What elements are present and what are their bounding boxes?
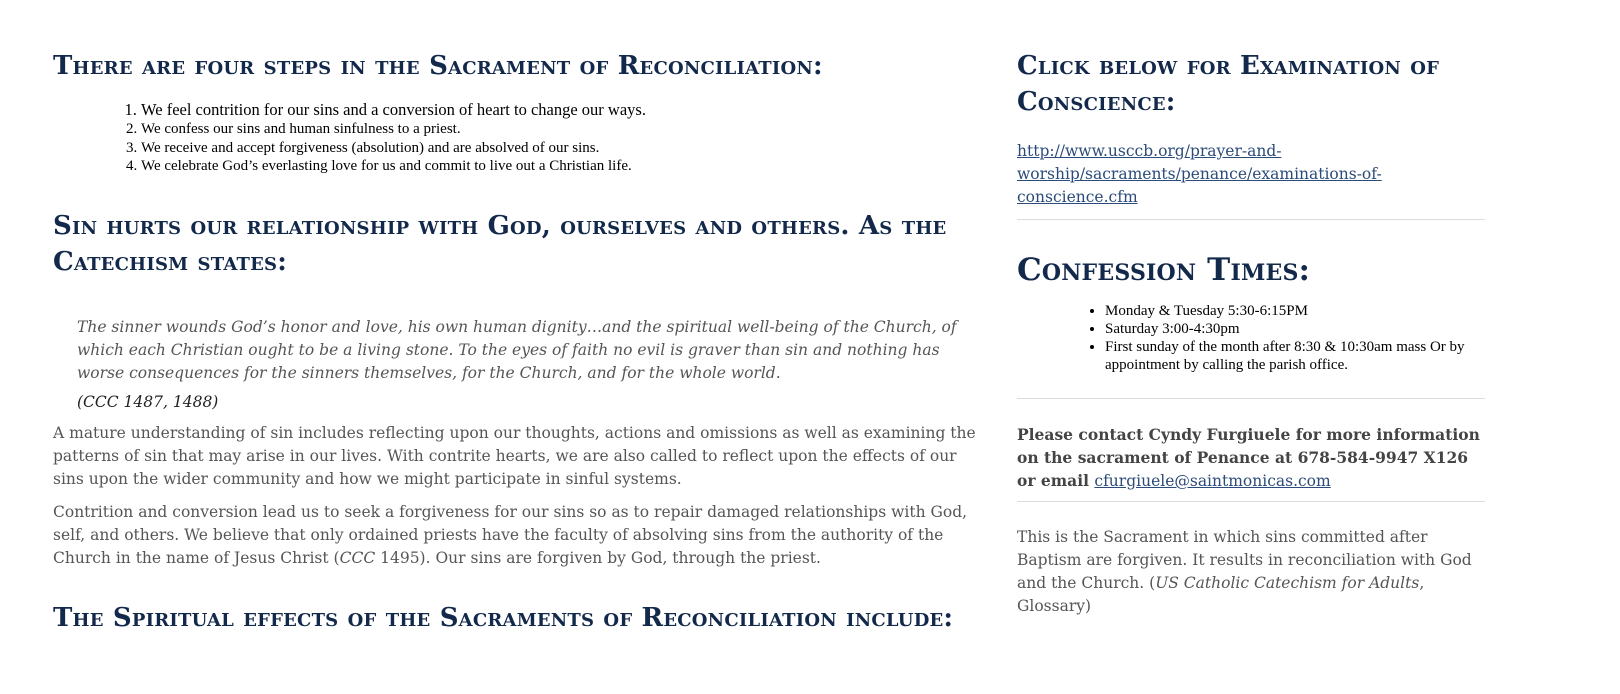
paragraph-contrition — [53, 501, 985, 570]
contact-email-link[interactable]: cfurgiuele@saintmonicas.com — [1094, 472, 1331, 490]
paragraph-contrition-text: Contrition and conversion lead us to seek a forgiveness for our sins so as to repair damaged relationships with God, self, and others. We believe that only ordained priests have the faculty of absolving sins from the authority of the Church in the name of Jesus Christ ( — [53, 502, 968, 567]
definition-source: US Catholic Catechism for Adults — [1155, 574, 1420, 592]
list-item: 4. We celebrate God’s everlasting love for us and commit to live out a Christian life. — [141, 157, 985, 176]
main-content — [53, 48, 985, 636]
definition-end: , Glossary) — [1017, 574, 1425, 615]
list-item: 1. We feel contrition for our sins and a conversion of heart to change our ways. — [141, 100, 985, 120]
catechism-quote — [77, 316, 985, 414]
list-item: 2. We confess our sins and human sinfulness to a priest. — [141, 120, 985, 139]
list-item: • First sunday of the month after 8:30 & 10:30am mass Or by appointment by calling the parish office. — [1105, 338, 1485, 374]
list-item: • Monday & Tuesday 5:30-6:15PM — [1105, 302, 1485, 320]
sidebar — [1017, 48, 1485, 618]
exam-heading: Click below for Examination of Conscience: — [1017, 51, 1440, 117]
paragraph-sin-understanding: A mature understanding of sin includes reflecting upon our thoughts, actions and omissions as well as examining the patterns of sin that may arise in our lives. With contrite hearts, we are also called to reflect upon the effects of our sins upon the wider community and how we might participate in sinful systems. — [53, 423, 976, 488]
sin-heading: Sin hurts our relationship with God, ourselves and others. As the Catechism states: — [53, 210, 947, 277]
steps-heading: There are four steps in the Sacrament of Reconciliation: — [53, 51, 823, 81]
quote-citation: (CCC 1487, 1488) — [77, 392, 219, 411]
sacrament-definition — [1017, 502, 1485, 618]
definition-text: This is the Sacrament in which sins committed after Baptism are forgiven. It results in reconciliation with God and the Church. ( — [1017, 528, 1472, 592]
contact-info — [1017, 399, 1485, 493]
list-item: 3. We receive and accept forgiveness (absolution) and are absolved of our sins. — [141, 139, 985, 158]
list-item: • Saturday 3:00-4:30pm — [1105, 320, 1485, 338]
exam-link-block — [1017, 140, 1485, 209]
paragraph-contrition-end: 1495). Our sins are forgiven by God, through the priest. — [375, 548, 821, 567]
examination-link-line1: http://www.usccb.org/prayer-and- — [1017, 142, 1282, 160]
steps-list — [53, 100, 985, 176]
divider — [1017, 219, 1485, 220]
confession-times-heading: Confession Times: — [1017, 252, 1311, 288]
examination-link[interactable] — [1017, 142, 1382, 206]
ccc-reference: CCC — [339, 548, 376, 567]
effects-heading: The Spiritual effects of the Sacraments of Reconciliation include: — [53, 602, 954, 633]
quote-text: The sinner wounds God’s honor and love, his own human dignity…and the spiritual well-being of the Church, of which each Christian ought to be a living stone. To the eyes of faith no evil is graver than sin and nothing has worse consequences for the sinners themselves, for the Church, and for the whole world. — [77, 317, 957, 382]
confession-times-list — [1017, 302, 1485, 374]
examination-link-line2: worship/sacraments/penance/examinations-of-conscience.cfm — [1017, 165, 1382, 206]
contact-text: Please contact Cyndy Furgiuele for more information on the sacrament of Penance at 678-584-9947 X126 or email — [1017, 425, 1480, 490]
